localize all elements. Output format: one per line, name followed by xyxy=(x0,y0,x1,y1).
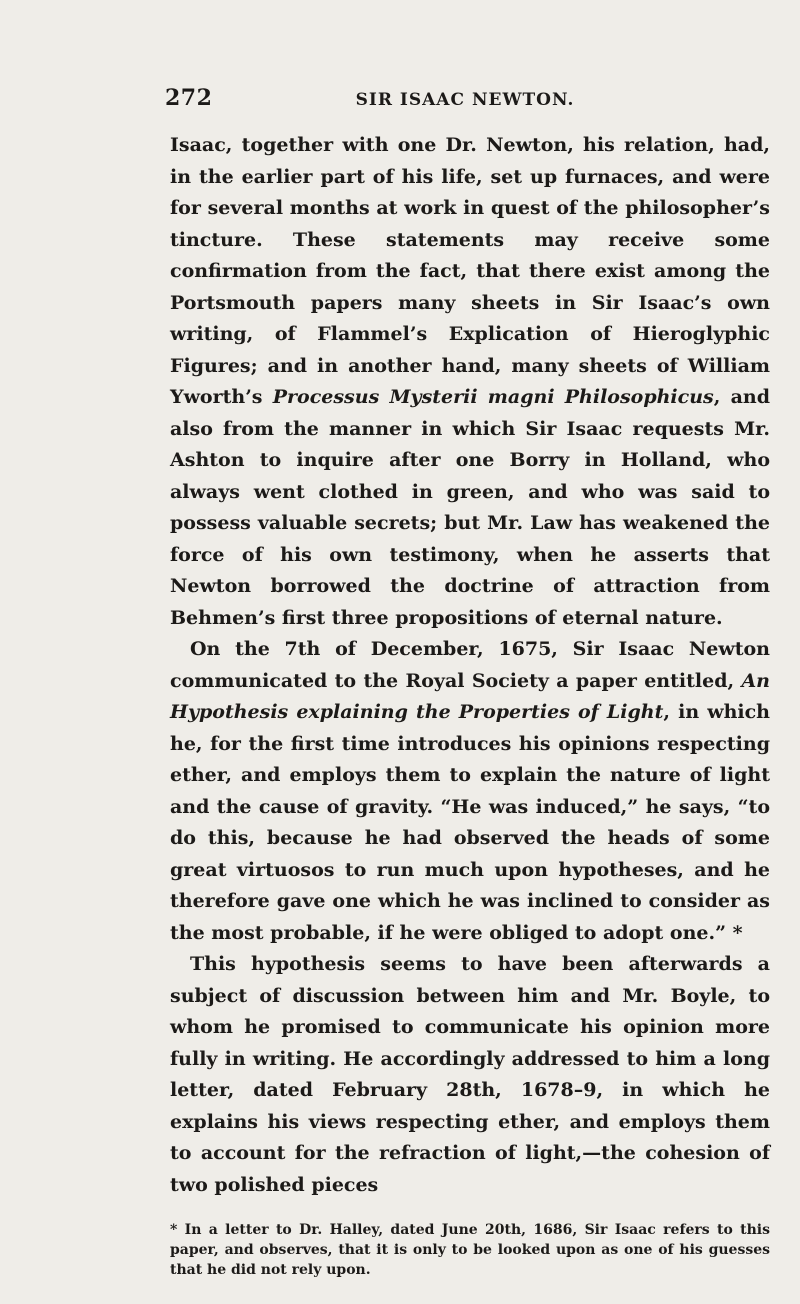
paper-title-hypothesis: An Hypothesis explaining the Properties of Light xyxy=(170,669,770,723)
book-title-processus: Processus Mysterii magni Philosophicus xyxy=(272,386,714,408)
running-title: SIR ISAAC NEWTON. xyxy=(355,90,575,110)
paragraph-3: This hypothesis seems to have been afterwards a subject of discussion between him and Mr. Boyle, to whom he promised to communicate his opinion more fully in writing. He accordingly addressed to him a long letter, dated February 28th, 1678–9, in which he explains his views respecting ether, and employs them to account for the refraction of light,—the cohesion of two polished pieces xyxy=(170,953,770,1196)
footnote: * In a letter to Dr. Halley, dated June 20th, 1686, Sir Isaac refers to this paper, and observes, that it is only to be looked upon as one of his guesses that he did not rely upon. xyxy=(170,1222,770,1278)
paragraph-1 xyxy=(170,130,770,634)
paragraph-2-text-a: On the 7th of December, 1675, Sir Isaac Newton communicated to the Royal Society a paper entitled, xyxy=(170,638,770,692)
paragraph-2-text-b: , in which he, for the first time introduces his opinions respecting ether, and employs them to explain the nature of light and the cause of gravity. “He was induced,” he says, “to do this, because he had observed the heads of some great virtuosos to run much upon hypotheses, and he therefore gave one which he was inclined to consider as the most probable, if he were obliged to adopt one.” * xyxy=(170,701,770,944)
paragraph-2 xyxy=(170,634,770,949)
paragraph-1-text-a: Isaac, together with one Dr. Newton, his relation, had, in the earlier part of his life, set up furnaces, and were for several months at work in quest of the philosopher’s tincture. These statements may receive some confirmation from the fact, that there exist among the Portsmouth papers many sheets in Sir Isaac’s own writing, of Flammel’s Explication of Hieroglyphic Figures; and in another hand, many sheets of William Yworth’s xyxy=(170,134,770,408)
paragraph-1-text-b: , and also from the manner in which Sir Isaac requests Mr. Ashton to inquire after one Borry in Holland, who always went clothed in green, and who was said to possess valuable secrets; but Mr. Law has weakened the force of his own testimony, when he asserts that Newton borrowed the doctrine of attraction from Behmen’s first three propositions of eternal nature. xyxy=(170,386,771,629)
page-number: 272 xyxy=(165,85,213,111)
body-text xyxy=(170,130,770,1201)
